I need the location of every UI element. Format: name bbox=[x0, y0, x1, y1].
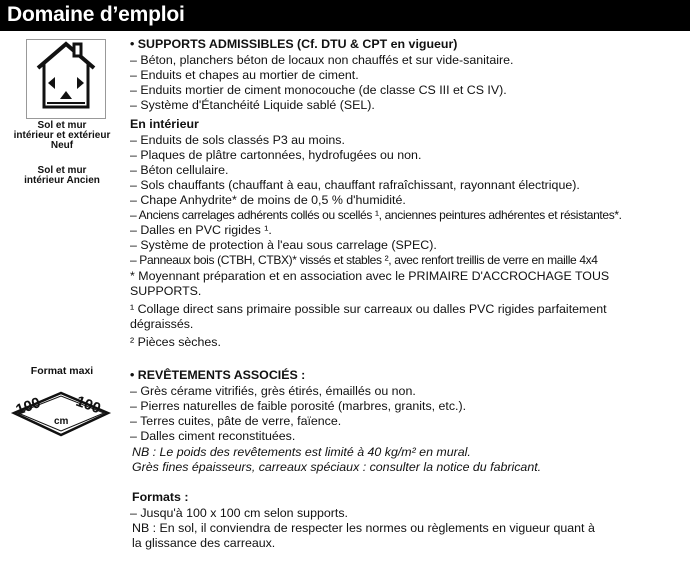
page-title: Domaine d’emploi bbox=[7, 3, 185, 26]
house-icon bbox=[26, 39, 106, 119]
support-item: – Enduits et chapes au mortier de ciment. bbox=[130, 68, 359, 82]
footnote: ² Pièces sèches. bbox=[130, 335, 221, 349]
coating-item: – Pierres naturelles de faible porosité (marbres, granits, etc.). bbox=[130, 399, 467, 413]
coating-note: Grès fines épaisseurs, carreaux spéciaux : consulter la notice du fabricant. bbox=[132, 460, 542, 474]
tile-format-icon bbox=[10, 389, 112, 439]
coating-note: NB : Le poids des revêtements est limité à 40 kg/m² en mural. bbox=[132, 445, 471, 459]
coating-item: – Terres cuites, pâte de verre, faïence. bbox=[130, 414, 342, 428]
coating-item: – Grès cérame vitrifiés, grès étirés, émaillés ou non. bbox=[130, 384, 416, 398]
footnote: ¹ Collage direct sans primaire possible sur carreaux ou dalles PVC rigides parfaitement bbox=[130, 302, 607, 316]
caption-old-1: Sol et mur bbox=[37, 165, 87, 176]
footnote: dégraissés. bbox=[130, 317, 194, 331]
support-item: – Enduits mortier de ciment monocouche (de classe CS III et CS IV). bbox=[130, 83, 507, 97]
caption-old-2: intérieur Ancien bbox=[24, 175, 100, 186]
tile-right-value: 100 bbox=[73, 392, 103, 418]
footnote: SUPPORTS. bbox=[130, 284, 202, 298]
interior-item: – Système de protection à l'eau sous carrelage (SPEC). bbox=[130, 238, 437, 252]
interior-item: – Dalles en PVC rigides ¹. bbox=[130, 223, 272, 237]
support-item: – Système d'Étanchéité Liquide sablé (SEL). bbox=[130, 98, 375, 112]
supports-title: • SUPPORTS ADMISSIBLES (Cf. DTU & CPT en vigueur) bbox=[130, 37, 458, 51]
interior-item: – Anciens carrelages adhérents collés ou scellés ¹, anciennes peintures adhérentes et résistantes*. bbox=[130, 208, 622, 222]
tile-left-value: 100 bbox=[13, 394, 43, 419]
caption-new-1: Sol et mur bbox=[37, 120, 87, 131]
support-item: – Béton, planchers béton de locaux non chauffés et sur vide-sanitaire. bbox=[130, 53, 514, 67]
caption-new-3: Neuf bbox=[50, 140, 74, 151]
interior-item: – Panneaux bois (CTBH, CTBX)* vissés et stables ², avec renfort treillis de verre en maille 4x4 bbox=[130, 253, 598, 267]
interior-item: – Béton cellulaire. bbox=[130, 163, 229, 177]
format-item: – Jusqu'à 100 x 100 cm selon supports. bbox=[130, 506, 348, 520]
interior-item: – Sols chauffants (chauffant à eau, chauffant rafraîchissant, rayonnant électrique). bbox=[130, 178, 580, 192]
tile-unit: cm bbox=[54, 416, 69, 427]
format-label: Format maxi bbox=[30, 365, 94, 377]
sidebar bbox=[0, 31, 124, 570]
interior-item: – Enduits de sols classés P3 au moins. bbox=[130, 133, 345, 147]
interior-item: – Plaques de plâtre cartonnées, hydrofugées ou non. bbox=[130, 148, 422, 162]
footnote: * Moyennant préparation et en association avec le PRIMAIRE D'ACCROCHAGE TOUS bbox=[130, 269, 610, 283]
coating-item: – Dalles ciment reconstituées. bbox=[130, 429, 296, 443]
caption-new-2: intérieur et extérieur bbox=[13, 130, 111, 141]
format-note: NB : En sol, il conviendra de respecter les normes ou règlements en vigueur quant à bbox=[132, 521, 595, 535]
format-note: la glissance des carreaux. bbox=[132, 536, 276, 550]
interior-title: En intérieur bbox=[130, 117, 199, 131]
formats-title: Formats : bbox=[132, 490, 189, 504]
interior-item: – Chape Anhydrite* de moins de 0,5 % d'humidité. bbox=[130, 193, 406, 207]
header-bar bbox=[0, 0, 690, 31]
coatings-title: • REVÊTEMENTS ASSOCIÉS : bbox=[130, 368, 306, 382]
